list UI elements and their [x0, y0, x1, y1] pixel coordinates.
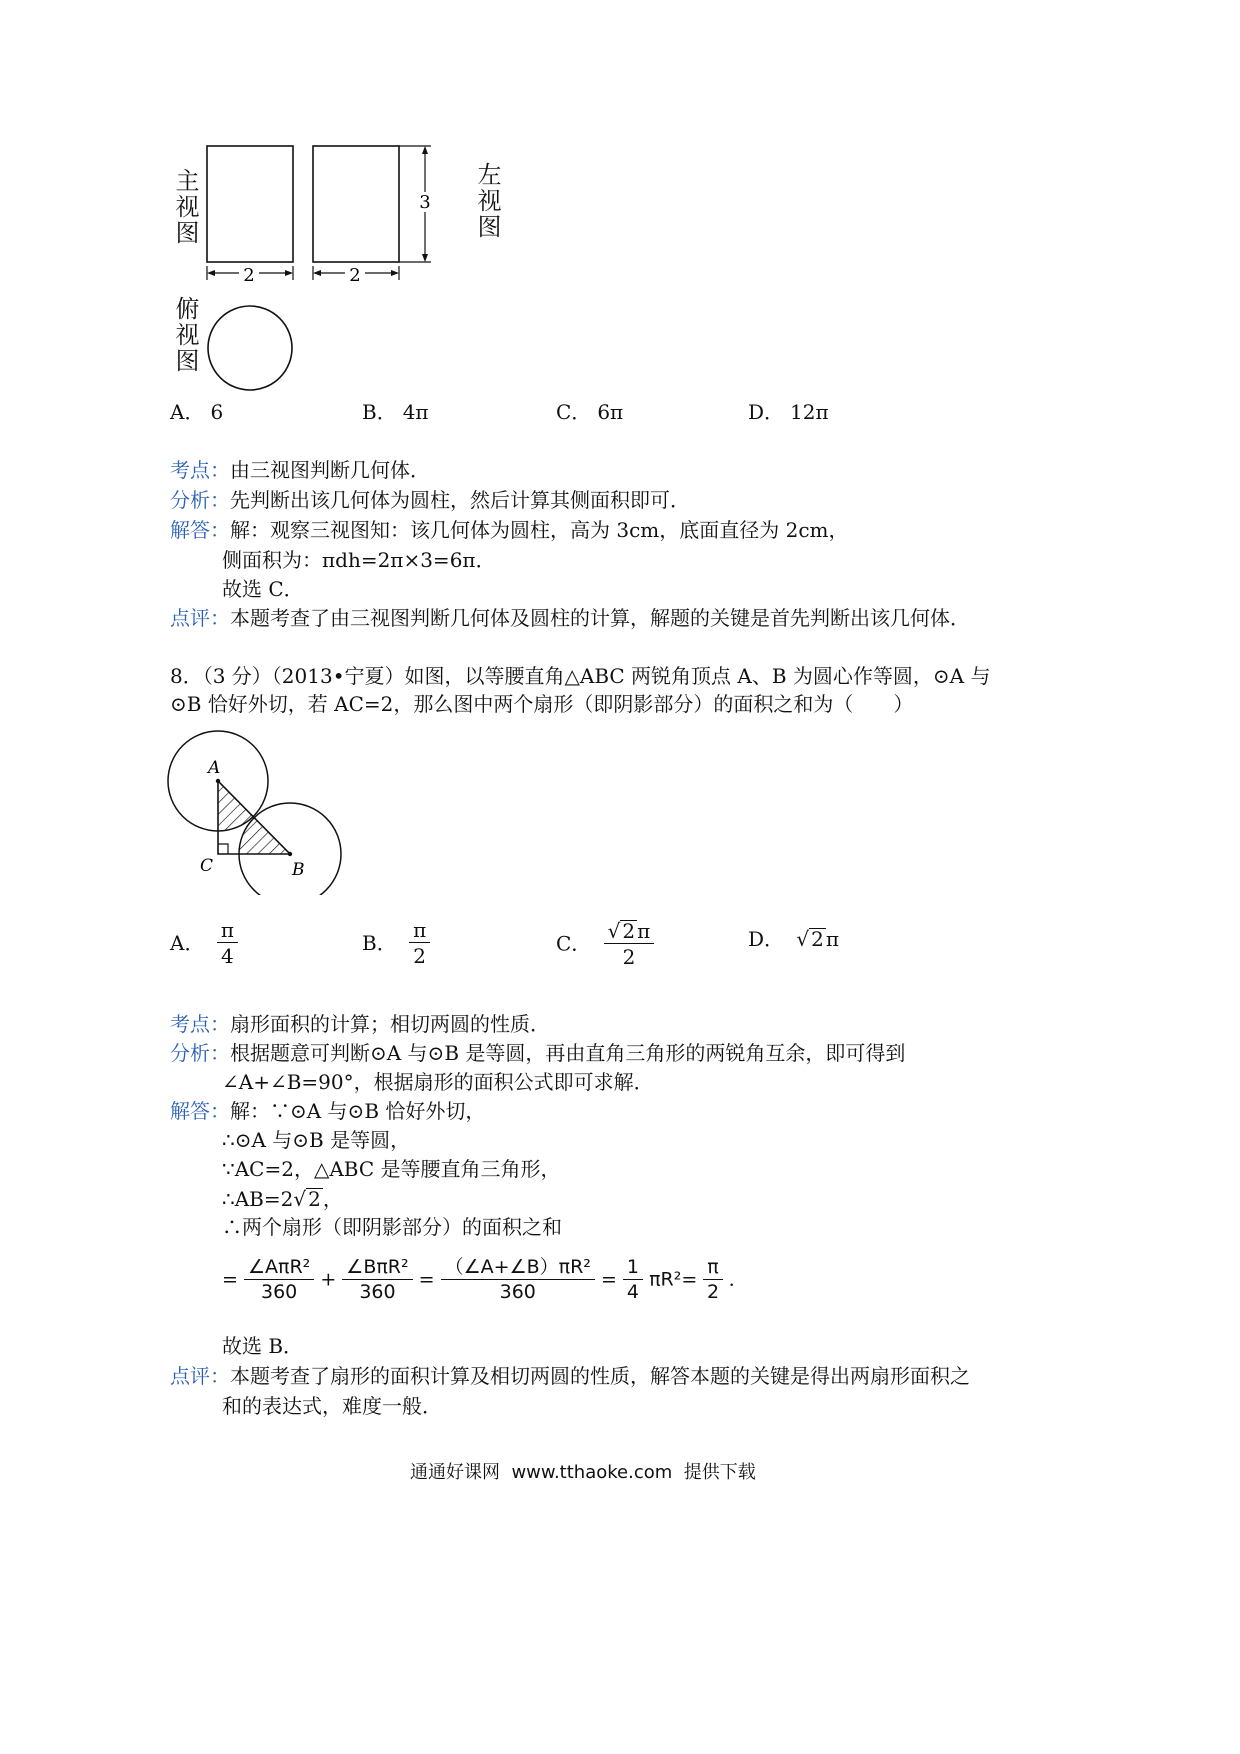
q8-sum-line: ∴两个扇形（即阴影部分）的面积之和 [222, 1215, 562, 1239]
tangent-circles-figure [160, 725, 360, 895]
q7-option-a: A． 6 [170, 400, 224, 424]
q8-stem-line1: 8．（3 分）（2013•宁夏）如图，以等腰直角△ABC 两锐角顶点 A、B 为圆心作等圆，⊙A 与 [170, 664, 991, 688]
q8-fenxi: 分析：根据题意可判断⊙A 与⊙B 是等圆，再由直角三角形的两锐角互余，即可得到 [170, 1041, 906, 1065]
q7-option-d: D． 12π [748, 400, 829, 424]
footer-text: 通通好课网 www.tthaoke.com 提供下载 [410, 1462, 756, 1483]
top-view-label: 俯视图 [171, 296, 199, 374]
sector-a [218, 781, 253, 831]
q8-option-b: B． $\frac{\pi}{2}$ [362, 920, 430, 966]
label-a: A [208, 758, 221, 778]
left-view-label: 左视图 [473, 162, 501, 240]
q8-jieda-line2: ∴⊙A 与⊙B 是等圆， [222, 1128, 411, 1152]
q8-formula: = $\frac{\text{∠AπR²}}{360}$ + $\frac{\text{∠BπR²}}{360}$ = $\frac{\text{（∠A+∠B）πR²}}{360}$ = $\frac{1}{4}$ πR²= $\frac{\pi}{2}$ ． [222, 1256, 748, 1303]
q7-option-b: B． 4π [362, 400, 429, 424]
q8-fenxi-line2: ∠A+∠B=90°，根据扇形的面积公式即可求解． [222, 1070, 654, 1094]
q7-option-c: C． 6π [556, 400, 624, 424]
left-width-value: 2 [349, 265, 361, 286]
q7-jieda-line3: 故选 C． [222, 577, 304, 601]
front-width-value: 2 [243, 265, 255, 286]
front-view-rect [207, 146, 293, 262]
left-view-rect [313, 146, 399, 262]
top-view-circle [208, 306, 292, 390]
q8-jieda-line3: ∵AC=2，△ABC 是等腰直角三角形， [222, 1157, 561, 1181]
q7-kaodian: 考点：由三视图判断几何体． [170, 458, 430, 482]
q8-option-d: D． √ 2 π [748, 927, 840, 951]
q8-dianping: 点评：本题考查了扇形的面积计算及相切两圆的性质，解答本题的关键是得出两扇形面积之 [170, 1364, 970, 1388]
q8-kaodian: 考点：扇形面积的计算；相切两圆的性质． [170, 1012, 550, 1036]
front-view-label: 主视图 [171, 168, 199, 246]
label-c: C [200, 856, 214, 876]
q8-jieda: 解答：解：∵⊙A 与⊙B 恰好外切， [170, 1099, 486, 1123]
q8-ab-line: ∴AB=2√ 2 ， [222, 1187, 343, 1211]
label-b: B [292, 860, 305, 880]
q7-dianping: 点评：本题考查了由三视图判断几何体及圆柱的计算，解题的关键是首先判断出该几何体． [170, 606, 970, 630]
sector-b [239, 818, 290, 854]
height-value: 3 [419, 192, 431, 213]
three-view-figure [195, 140, 455, 400]
q7-jieda-line2: 侧面积为：πdh=2π×3=6π． [222, 548, 496, 572]
q8-stem-line2: ⊙B 恰好外切，若 AC=2，那么图中两个扇形（即阴影部分）的面积之和为（ ） [170, 692, 914, 716]
q7-jieda: 解答：解：观察三视图知：该几何体为圆柱，高为 3cm，底面直径为 2cm， [170, 518, 849, 542]
q8-option-c: C． $\frac{√ 2 \pi}{2}$ [556, 920, 654, 967]
q8-dianping-line2: 和的表达式，难度一般． [222, 1394, 442, 1418]
q7-fenxi: 分析：先判断出该几何体为圆柱，然后计算其侧面积即可． [170, 488, 690, 512]
q8-option-a: A． $\frac{\pi}{4}$ [170, 920, 238, 966]
q8-choose: 故选 B． [222, 1334, 304, 1358]
